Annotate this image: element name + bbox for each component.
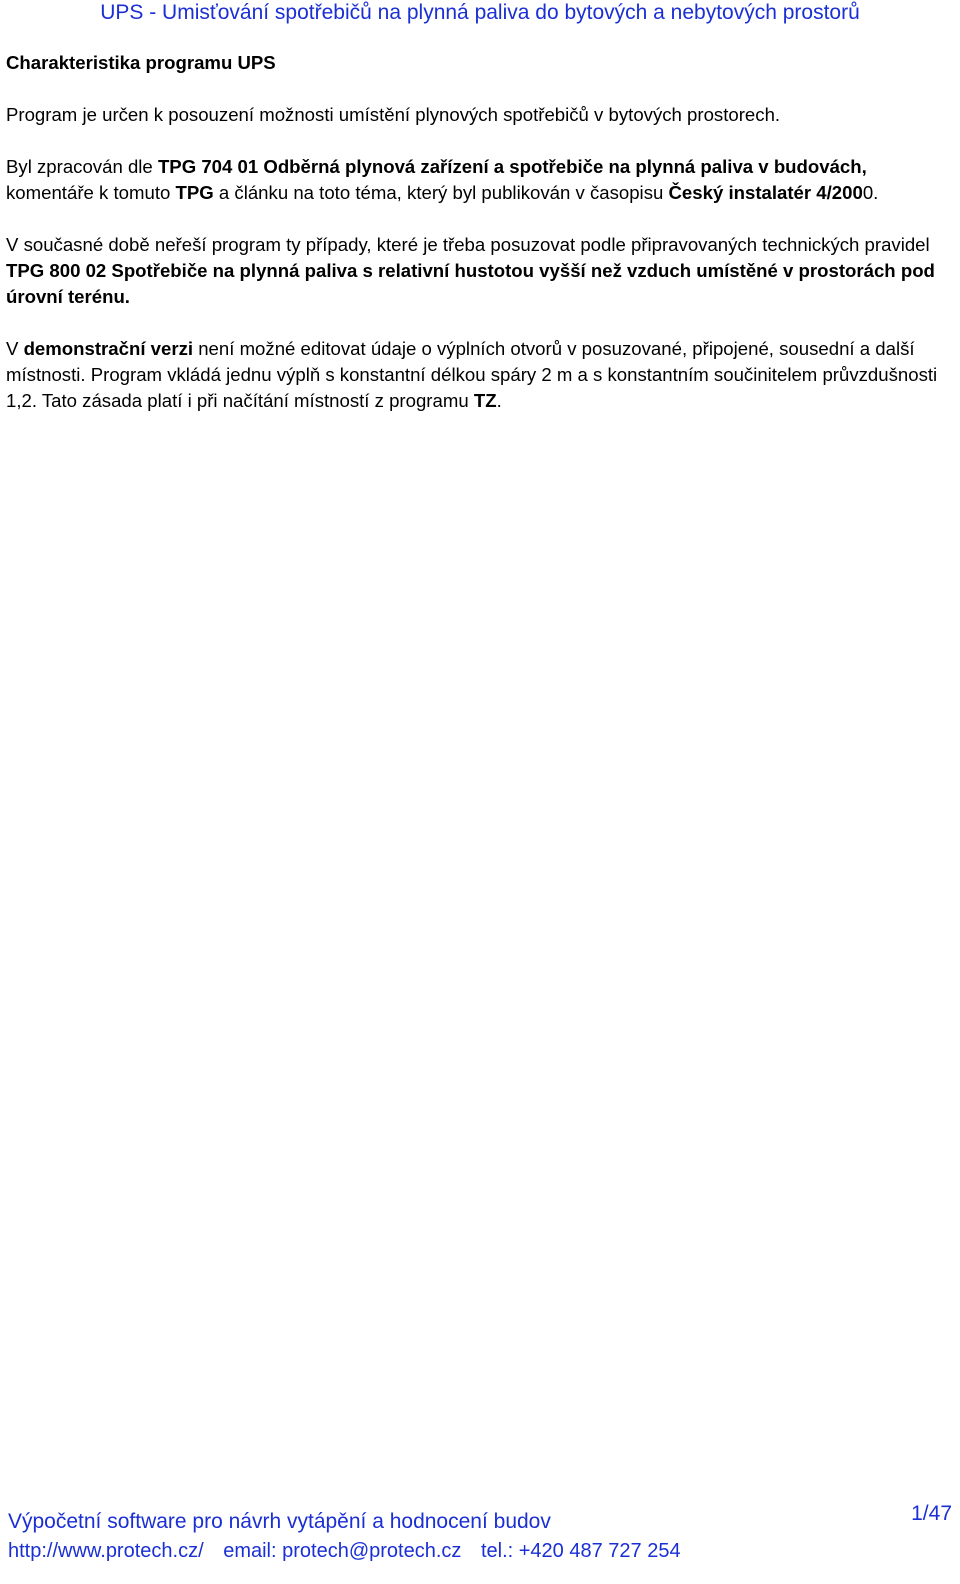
paragraph-text: a článku na toto téma, který byl publikován v časopisu — [213, 182, 669, 203]
section-title: Charakteristika programu UPS — [6, 52, 276, 73]
footer-phone: tel.: +420 487 727 254 — [480, 1540, 681, 1562]
paragraph-purpose — [6, 102, 958, 128]
paragraph-text: Program je určen k posouzení možnosti umístění plynových spotřebičů v bytových prostorech. — [6, 104, 781, 125]
document-title: UPS - Umisťování spotřebičů na plynná paliva do bytových a nebytových prostorů — [100, 1, 860, 24]
paragraph-text: není možné editovat údaje o výplních otvorů v posuzované, připojené, sousední a další místnosti. Program vkládá jednu výplň s konstantní délkou spáry 2 m a s konstantním součinitelem průvzdušnosti 1,2. Tato zásada platí i při načítání místností z programu — [6, 338, 938, 411]
page-number: 1/47 — [911, 1502, 952, 1525]
footer-contacts — [8, 1540, 695, 1563]
footer-tagline: Výpočetní software pro návrh vytápění a hodnocení budov — [8, 1510, 551, 1533]
document-body — [6, 50, 958, 440]
paragraph-text: . — [496, 390, 502, 411]
paragraph-text: V současné době neřeší program ty případy, které je třeba posuzovat podle připravovaných technických pravidel — [6, 234, 930, 255]
paragraph-limitations — [6, 232, 958, 310]
footer-email-link[interactable]: email: protech@protech.cz — [223, 1540, 462, 1562]
paragraph-text: 0. — [862, 182, 879, 203]
paragraph-bold-text: TPG — [175, 182, 214, 203]
paragraph-bold-text: Český instalatér 4/200 — [668, 182, 863, 203]
page-header — [0, 0, 960, 26]
footer-website-link[interactable]: http://www.protech.cz/ — [8, 1540, 204, 1562]
paragraph-bold-text: demonstrační verzi — [23, 338, 194, 359]
paragraph-sources — [6, 154, 958, 206]
paragraph-bold-text: TZ — [473, 390, 497, 411]
paragraph-text: V — [6, 338, 24, 359]
paragraph-bold-text: TPG 800 02 Spotřebiče na plynná paliva s relativní hustotou vyšší než vzduch umístěné v prostorách pod úrovní terénu. — [6, 260, 935, 307]
paragraph-text: Byl zpracován dle — [6, 156, 158, 177]
paragraph-text: komentáře k tomuto — [6, 182, 176, 203]
paragraph-bold-text: TPG 704 01 Odběrná plynová zařízení a spotřebiče na plynná paliva v budovách, — [157, 156, 867, 177]
paragraph-demo-version — [6, 336, 958, 414]
